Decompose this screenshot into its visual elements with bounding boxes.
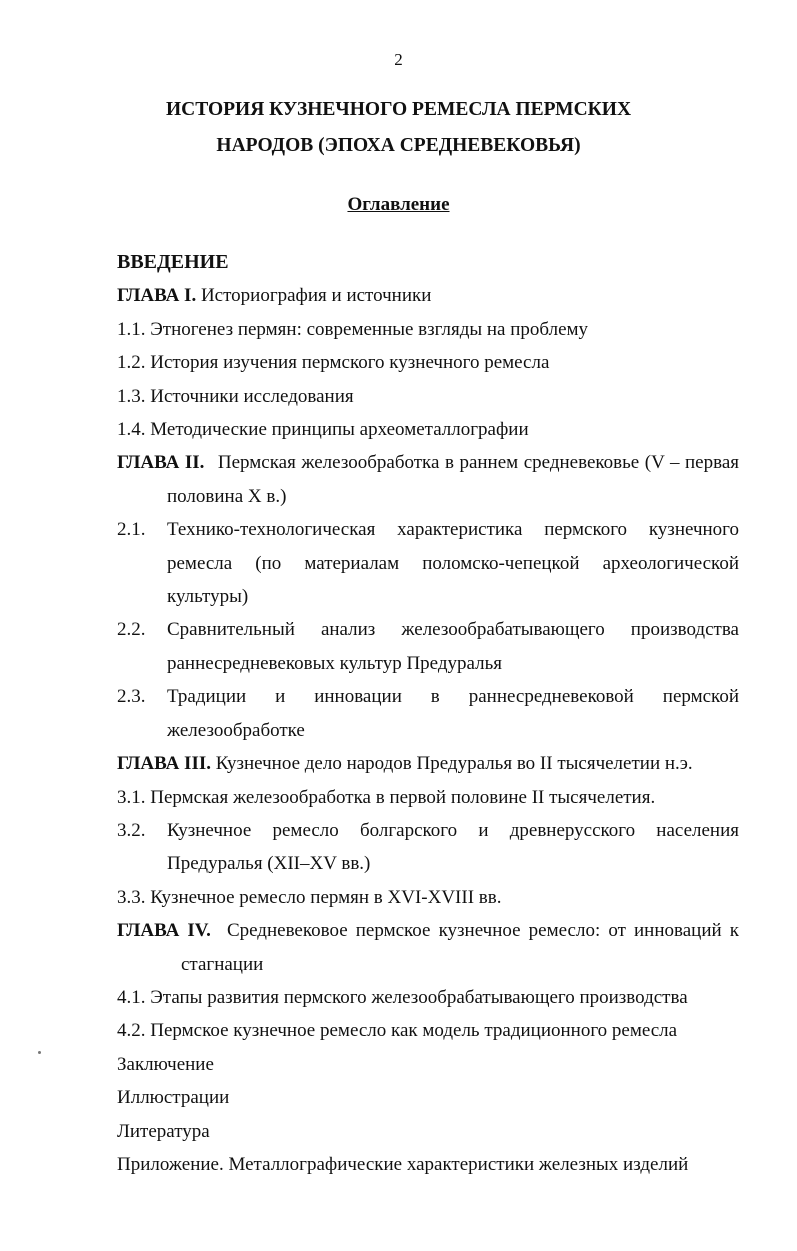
section-number: 2.1. [117,519,146,541]
section-number: 4.2. [117,1020,146,1042]
section-number: 3.3. [117,886,146,908]
section-number: 3.1. [117,786,146,808]
section-title: Традиции и инновации в раннесредневековой пермской железообработке [167,686,739,741]
document-title [0,92,797,164]
chapter-title: Кузнечное дело народов Предуралья во II тысячелетии н.э. [215,753,693,775]
section-title: История изучения пермского кузнечного ремесла [150,352,550,374]
toc-section-1-1 [117,313,739,346]
chapter-label: ГЛАВА I. [117,285,197,307]
section-title: Технико-технологическая характеристика пермского кузнечного ремесла (по материалам поломско-чепецкой археологической культуры) [167,519,739,608]
section-title: Методические принципы археометаллографии [150,419,529,441]
section-number: 1.4. [117,419,146,441]
toc-section-3-1 [117,781,739,814]
toc-literature: Литература [117,1120,210,1142]
toc-section-1-3 [117,380,739,413]
page-number: 2 [394,50,403,69]
section-number: 1.2. [117,352,146,374]
section-number: 2.2. [117,619,146,641]
section-title: Источники исследования [150,385,354,407]
title-line-1: ИСТОРИЯ КУЗНЕЧНОГО РЕМЕСЛА ПЕРМСКИХ [165,99,632,120]
toc-heading: Оглавление [347,194,450,215]
title-line-2: НАРОДОВ (ЭПОХА СРЕДНЕВЕКОВЬЯ) [216,135,581,156]
toc-section-2-1 [117,513,739,613]
scan-speck [38,1051,41,1054]
chapter-title: Средневековое пермское кузнечное ремесло: от инноваций к стагнации [181,920,739,975]
chapter-title: Пермская железообработка в раннем средневековье (V – первая половина X в.) [167,452,739,507]
section-number: 4.1. [117,986,146,1008]
toc-chapter-2 [117,446,739,513]
toc-chapter-3 [117,747,739,780]
section-number: 2.3. [117,686,146,708]
toc-section-2-2 [117,613,739,680]
section-number: 1.1. [117,318,146,340]
section-title: Этапы развития пермского железообрабатывающего производства [150,986,688,1008]
section-title: Кузнечное ремесло болгарского и древнерусского населения Предуралья (XII–XV вв.) [167,819,739,875]
toc-conclusion: Заключение [117,1053,214,1075]
section-title: Пермская железообработка в первой половине II тысячелетия. [150,786,656,808]
chapter-label: ГЛАВА II. [117,452,205,474]
toc-chapter-1 [117,279,739,312]
toc-section-1-4 [117,413,739,446]
chapter-label: ГЛАВА III. [117,753,211,775]
toc-illustrations: Иллюстрации [117,1087,230,1109]
toc-section-1-2 [117,346,739,379]
section-title: Этногенез пермян: современные взгляды на проблему [150,318,589,340]
toc-section-3-3 [117,881,739,914]
toc-section-3-2 [117,814,739,881]
chapter-title: Историография и источники [200,285,432,307]
section-number: 1.3. [117,385,146,407]
chapter-label: ГЛАВА IV. [117,920,211,942]
section-title: Сравнительный анализ железообрабатывающего производства раннесредневековых культур Предуралья [167,619,739,674]
toc-chapter-4 [117,914,739,981]
toc-section-2-3 [117,680,739,747]
section-title: Кузнечное ремесло пермян в XVI-XVIII вв. [150,886,502,908]
toc-appendix: Приложение. Металлографические характеристики железных изделий [117,1153,689,1175]
toc-section-4-1 [117,981,739,1014]
table-of-contents [117,246,739,1181]
toc-section-4-2 [117,1014,739,1047]
section-number: 3.2. [117,819,146,841]
toc-introduction: ВВЕДЕНИЕ [117,251,229,273]
section-title: Пермское кузнечное ремесло как модель традиционного ремесла [150,1020,678,1042]
